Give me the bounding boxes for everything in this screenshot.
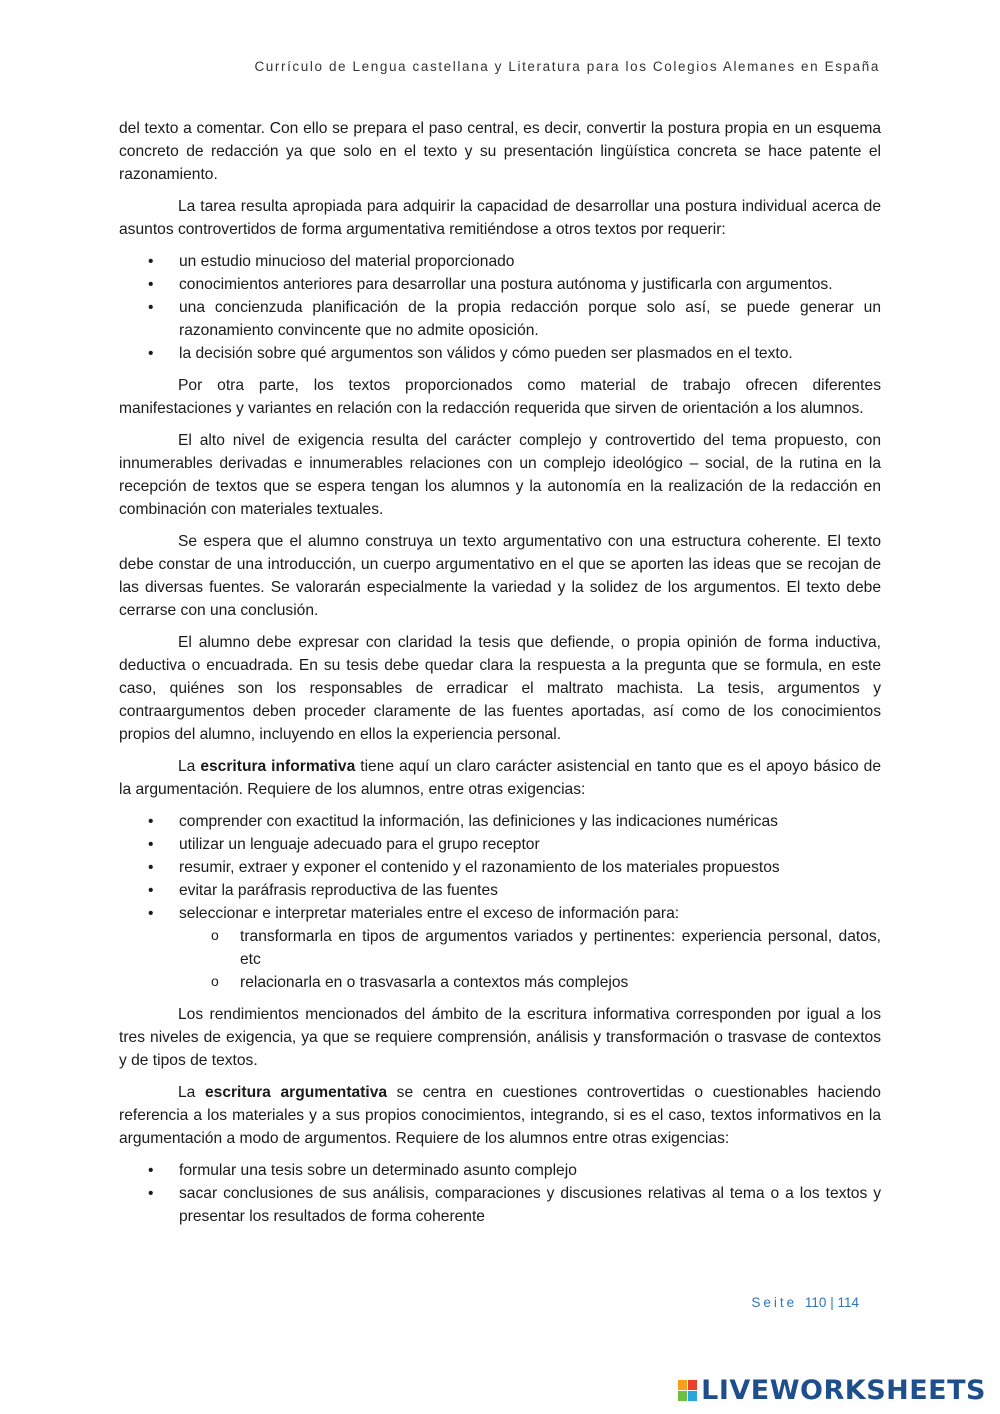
paragraph-informative-writing — [119, 755, 881, 801]
page-number — [751, 1295, 859, 1310]
paragraph-argumentative-writing — [119, 1081, 881, 1150]
paragraph-1: del texto a comentar. Con ello se prepara el paso central, es decir, convertir la postura propia en un esquema concreto de redacción ya que solo en el texto y su presentación lingüística concreta se hace patente el razonamiento. — [119, 120, 881, 183]
liveworksheets-logo-text: LIVEWORKSHEETS — [701, 1375, 986, 1406]
paragraph-2: La tarea resulta apropiada para adquirir la capacidad de desarrollar una postura individual acerca de asuntos controvertidos de forma argumentativa remitiéndose a otros textos por requerir: — [119, 198, 881, 238]
paragraph-8: Los rendimientos mencionados del ámbito de la escritura informativa corresponden por igual a los tres niveles de exigencia, ya que se requiere comprensión, análisis y transformación o trasvase de contextos y de tipos de textos. — [119, 1006, 881, 1069]
paragraph-3: Por otra parte, los textos proporcionados como material de trabajo ofrecen diferentes manifestaciones y variantes en relación con la redacción requerida que sirven de orientación a los alumnos. — [119, 377, 881, 417]
sub-list-item: o relacionarla en o trasvasarla a contextos más complejos — [179, 971, 881, 994]
list-item — [119, 902, 881, 994]
bold-term-informative: escritura informativa — [200, 758, 356, 775]
list-item: • la decisión sobre qué argumentos son válidos y cómo pueden ser plasmados en el texto. — [119, 342, 881, 365]
argumentative-writing-list — [119, 1159, 881, 1228]
informative-writing-list — [119, 810, 881, 994]
paragraph-6: El alumno debe expresar con claridad la tesis que defiende, o propia opinión de forma inductiva, deductiva o encuadrada. En su tesis debe quedar clara la respuesta a la pregunta que se formula, en este caso, quiénes son los responsables de erradicar el maltrato machista. La tesis, argumentos y contraargumentos deben proceder claramente de las fuentes aportadas, así como de los conocimientos propios del alumno, incluyendo en ellos la experiencia personal. — [119, 634, 881, 743]
page-label: Seite — [751, 1295, 798, 1310]
current-page: 110 — [804, 1295, 827, 1310]
list-item: • sacar conclusiones de sus análisis, comparaciones y discusiones relativas al tema o a los textos y presentar los resultados de forma coherente — [119, 1182, 881, 1228]
list-item: • utilizar un lenguaje adecuado para el grupo receptor — [119, 833, 881, 856]
logo-square — [688, 1391, 697, 1401]
list-item: • una concienzuda planificación de la propia redacción porque solo así, se puede generar un razonamiento convincente que no admite oposición. — [119, 296, 881, 342]
list-item: • formular una tesis sobre un determinado asunto complejo — [119, 1159, 881, 1182]
sub-list — [179, 925, 881, 994]
logo-square — [688, 1380, 697, 1390]
list-item: • resumir, extraer y exponer el contenido y el razonamiento de los materiales propuestos — [119, 856, 881, 879]
page-header: Currículo de Lengua castellana y Literatura para los Colegios Alemanes en España — [254, 59, 880, 74]
paragraph-4: El alto nivel de exigencia resulta del carácter complejo y controvertido del tema propuesto, con innumerables derivadas e innumerables relaciones con un complejo ideológico – social, de la rutina en la recepción de textos que se espera tengan los alumnos y la autonomía en la realización de la redacción en combinación con materiales textuales. — [119, 432, 881, 518]
list-item-text: seleccionar e interpretar materiales entre el exceso de información para: — [179, 905, 680, 922]
logo-square — [678, 1380, 687, 1390]
page-separator: | — [830, 1295, 834, 1310]
list-item: • comprender con exactitud la información, las definiciones y las indicaciones numéricas — [119, 810, 881, 833]
list-item: • conocimientos anteriores para desarrollar una postura autónoma y justificarla con argumentos. — [119, 273, 881, 296]
liveworksheets-logo-icon — [678, 1380, 698, 1402]
liveworksheets-logo[interactable] — [678, 1375, 986, 1406]
text-segment: se centra en cuestiones controvertidas o cuestionables haciendo referencia a los materiales y a sus propios conocimientos, integrando, si es el caso, textos informativos en la argumentación a modo de argumentos. Requiere de los alumnos entre otras exigencias: — [119, 1084, 881, 1147]
text-segment: La — [178, 758, 201, 775]
document-body — [119, 117, 881, 1237]
total-pages: 114 — [837, 1295, 859, 1310]
logo-square — [678, 1391, 687, 1401]
list-item: • evitar la paráfrasis reproductiva de las fuentes — [119, 879, 881, 902]
bold-term-argumentative: escritura argumentativa — [204, 1084, 388, 1101]
list-item: • un estudio minucioso del material proporcionado — [119, 250, 881, 273]
paragraph-5: Se espera que el alumno construya un texto argumentativo con una estructura coherente. El texto debe constar de una introducción, un cuerpo argumentativo en el que se aporten las ideas que se recojan de las diversas fuentes. Se valorarán especialmente la variedad y la solidez de los argumentos. El texto debe cerrarse con una conclusión. — [119, 533, 881, 619]
text-segment: La — [178, 1084, 205, 1101]
sub-list-item: o transformarla en tipos de argumentos variados y pertinentes: experiencia personal, datos, etc — [179, 925, 881, 971]
requirements-list — [119, 250, 881, 365]
text-segment: tiene aquí un claro carácter asistencial en tanto que es el apoyo básico de la argumentación. Requiere de los alumnos, entre otras exigencias: — [119, 758, 881, 798]
